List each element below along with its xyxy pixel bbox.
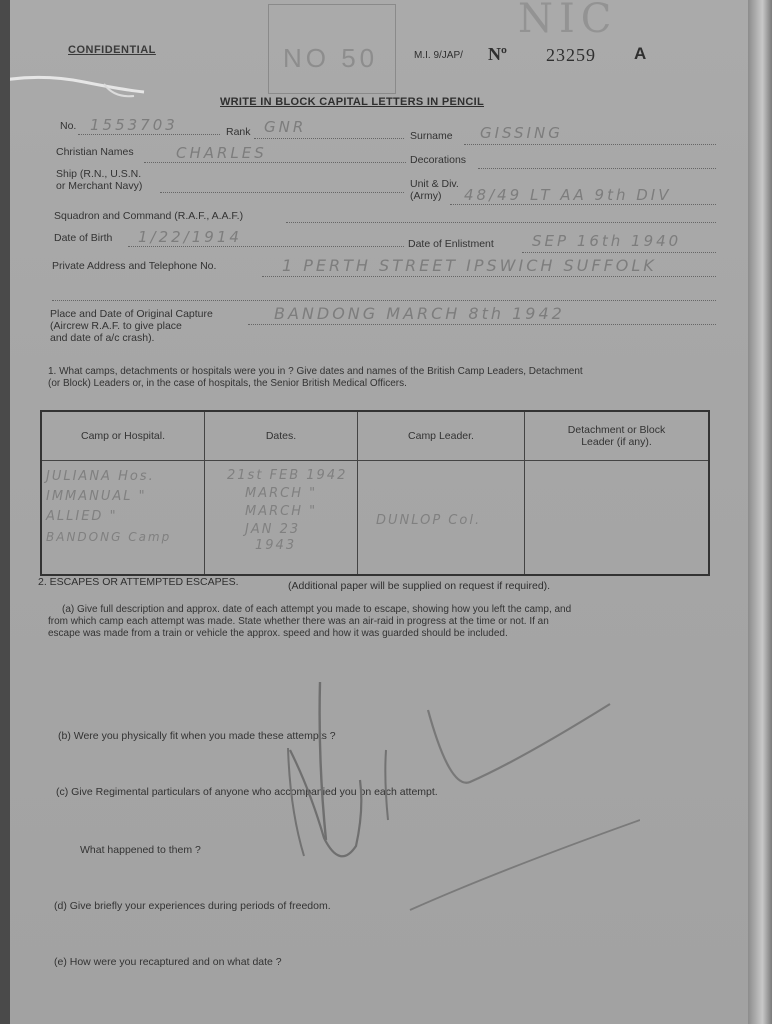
christian-names-value: CHARLES	[176, 144, 267, 162]
enlistment-value: SEP 16th 1940	[532, 232, 682, 250]
detachment-leader-cell	[525, 461, 710, 576]
date-entry: JAN 23	[245, 522, 301, 537]
date-entry: 1943	[255, 538, 297, 553]
section1-question-line1: 1. What camps, detachments or hospitals were you in ? Give dates and names of the British Camp Leaders, Detachment	[48, 366, 583, 377]
question-d: (d) Give briefly your experiences during periods of freedom.	[54, 900, 331, 912]
document-page	[10, 0, 758, 1024]
address-label: Private Address and Telephone No.	[52, 260, 217, 272]
header-camp-leader: Camp Leader.	[358, 411, 525, 461]
camp-entry: JULIANA Hos.	[46, 469, 155, 484]
question-a-line3: escape was made from a train or vehicle the approx. speed and how it was guarded should be included.	[48, 628, 508, 639]
decorations-label: Decorations	[410, 154, 467, 166]
capture-label-1: Place and Date of Original Capture	[50, 308, 213, 320]
form-code: M.I. 9/JAP/	[414, 50, 463, 61]
enlistment-label: Date of Enlistment	[408, 238, 494, 250]
pencil-mark: NIC	[518, 0, 618, 42]
no-value: 1553703	[90, 116, 178, 134]
camp-entry: ALLIED "	[46, 509, 118, 524]
form-number: 23259	[546, 45, 596, 65]
date-entry: MARCH "	[245, 504, 318, 519]
table-row	[41, 461, 709, 576]
page-edge	[748, 0, 772, 1024]
header-camp: Camp or Hospital.	[41, 411, 205, 461]
ship-label-1: Ship (R.N., U.S.N.	[56, 168, 142, 180]
camp-entry: BANDONG Camp	[46, 530, 172, 544]
question-c: (c) Give Regimental particulars of anyone who accompanied you on each attempt.	[56, 786, 438, 798]
question-e: (e) How were you recaptured and on what date ?	[54, 956, 282, 968]
capture-value: BANDONG MARCH 8th 1942	[274, 304, 565, 323]
question-a-line1: (a) Give full description and approx. date of each attempt you made to escape, showing how you left the camp, and	[62, 604, 572, 615]
surname-value: GISSING	[480, 124, 563, 142]
unit-label-2: (Army)	[410, 190, 442, 202]
christian-names-label: Christian Names	[56, 146, 134, 158]
address-value: 1 PERTH STREET IPSWICH SUFFOLK	[282, 256, 657, 275]
camp-leader-entry: DUNLOP Col.	[376, 513, 482, 528]
ship-label-2: or Merchant Navy)	[56, 180, 143, 192]
camps-cell	[41, 461, 205, 576]
capture-label-3: and date of a/c crash).	[50, 332, 155, 344]
question-a-line2: from which camp each attempt was made. State whether there was an air-raid in progress at the time or not. If an	[48, 616, 549, 627]
number-label: Nº	[488, 44, 507, 64]
binding-string	[10, 70, 154, 100]
section2-note: (Additional paper will be supplied on request if required).	[288, 580, 551, 592]
dates-cell	[205, 461, 358, 576]
rank-label: Rank	[226, 126, 251, 138]
camps-table	[40, 410, 710, 576]
date-of-birth-label: Date of Birth	[54, 232, 113, 244]
no-label: No.	[60, 120, 77, 132]
form-suffix: A	[634, 44, 647, 63]
camp-leader-cell	[358, 461, 525, 576]
instruction-heading: WRITE IN BLOCK CAPITAL LETTERS IN PENCIL	[220, 96, 484, 108]
header-detachment-leader: Detachment or Block Leader (if any).	[525, 411, 710, 461]
squadron-label: Squadron and Command (R.A.F., A.A.F.)	[54, 210, 244, 222]
rubber-stamp	[268, 4, 396, 94]
capture-label-2: (Aircrew R.A.F. to give place	[50, 320, 182, 332]
section1-question-line2: (or Block) Leaders or, in the case of hospitals, the Senior British Medical Officers.	[48, 378, 407, 389]
date-of-birth-value: 1/22/1914	[138, 228, 242, 246]
rank-value: GNR	[264, 118, 307, 136]
date-entry: MARCH "	[245, 486, 318, 501]
unit-value: 48/49 LT AA 9th DIV	[464, 186, 672, 204]
stamp-text: NO 50	[283, 43, 379, 73]
date-entry: 21st FEB 1942	[227, 468, 348, 483]
question-c-followup: What happened to them ?	[80, 844, 201, 856]
pencil-strike-mark	[260, 670, 640, 930]
question-b: (b) Were you physically fit when you made these attempts ?	[58, 730, 336, 742]
unit-label-1: Unit & Div.	[410, 178, 459, 190]
classification-mark: CONFIDENTIAL	[68, 44, 156, 56]
surname-label: Surname	[410, 130, 453, 142]
camp-entry: IMMANUAL "	[46, 489, 147, 504]
header-dates: Dates.	[205, 411, 358, 461]
section2-title: 2. ESCAPES OR ATTEMPTED ESCAPES.	[38, 576, 239, 588]
